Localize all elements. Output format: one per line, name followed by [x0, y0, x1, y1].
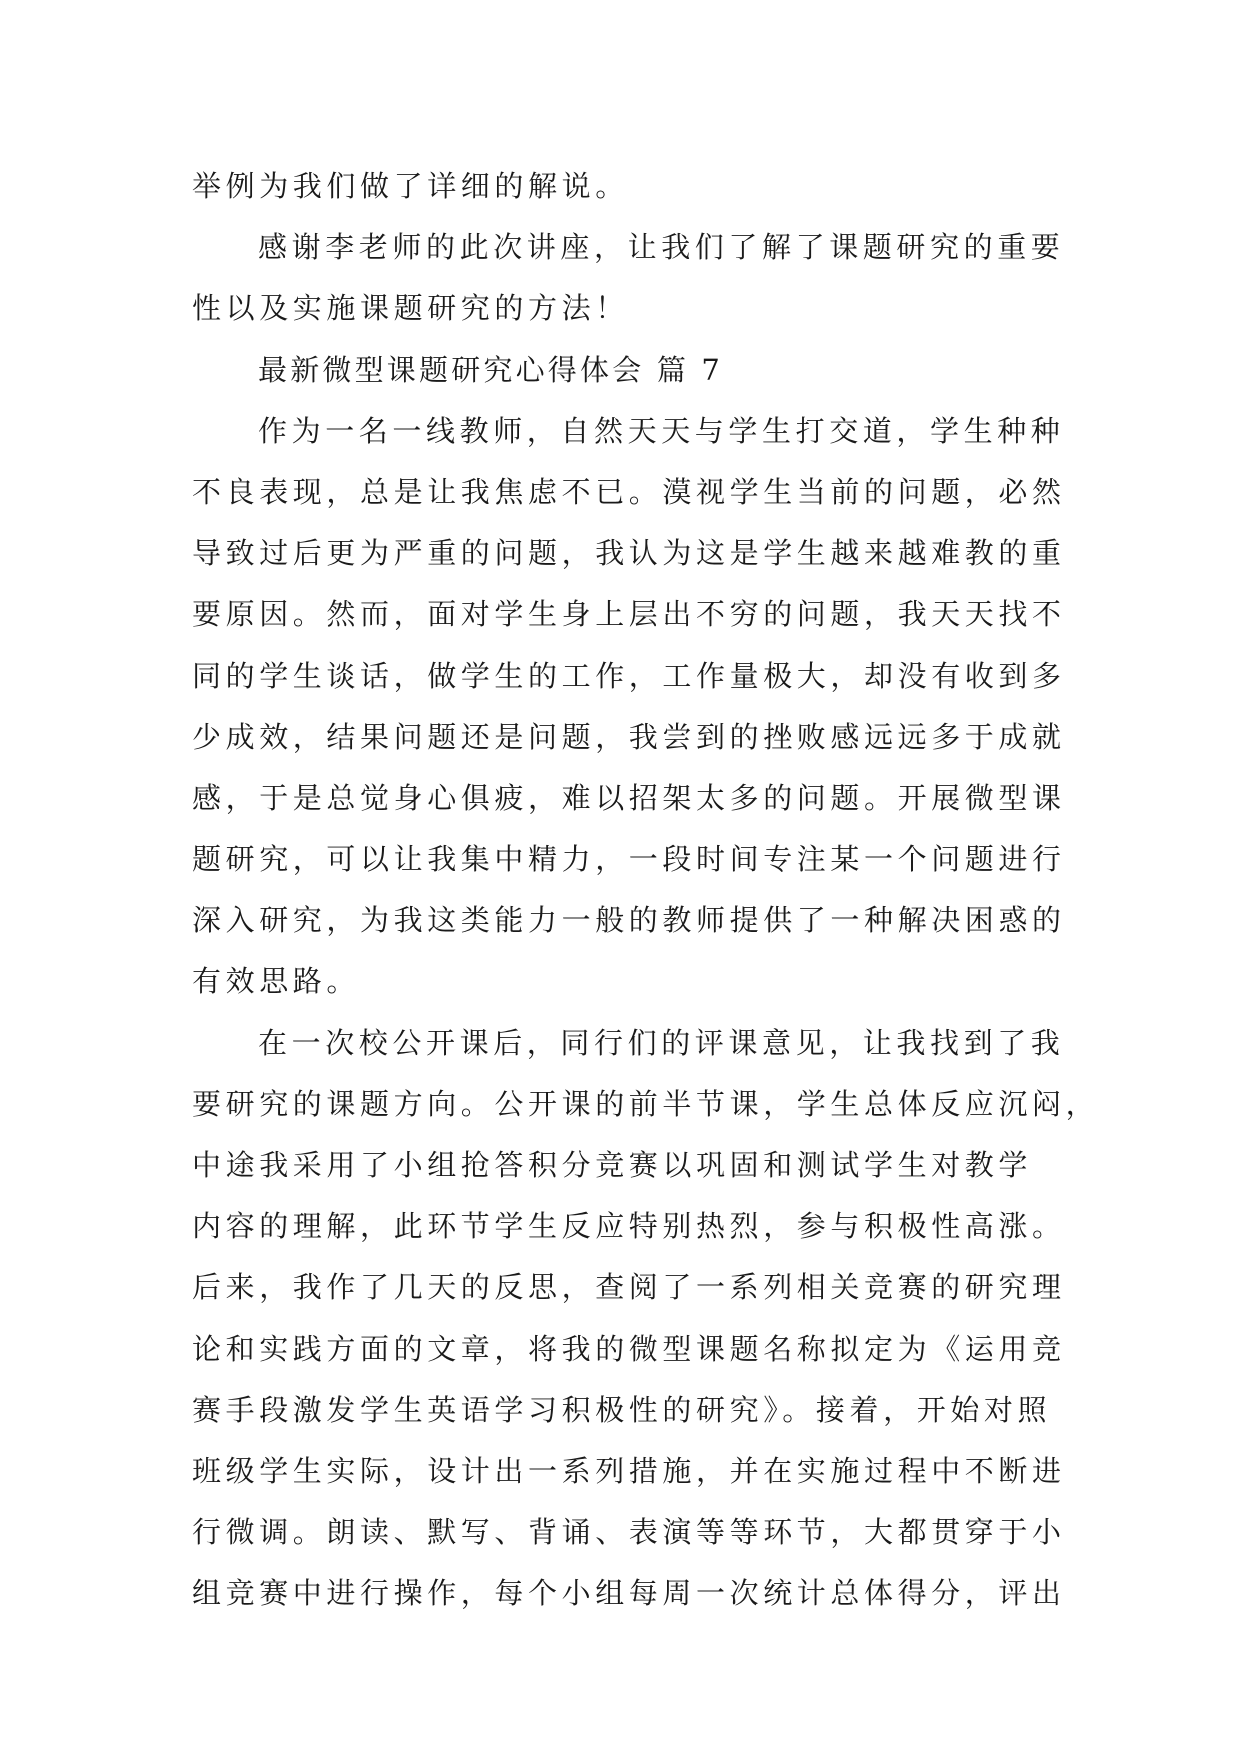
text-line: 要研究的课题方向。公开课的前半节课，学生总体反应沉闷，	[192, 1086, 1100, 1121]
text-line: 后来，我作了几天的反思，查阅了一系列相关竞赛的研究理	[192, 1270, 1066, 1305]
text-line: 组竞赛中进行操作，每个小组每周一次统计总体得分，评出	[192, 1576, 1066, 1611]
text-line: 要原因。然而，面对学生身上层出不穷的问题，我天天找不	[192, 597, 1066, 632]
text-line: 举例为我们做了详细的解说。	[192, 169, 629, 203]
text-line: 性以及实施课题研究的方法！	[192, 291, 629, 326]
text-line: 不良表现，总是让我焦虑不已。漠视学生当前的问题，必然	[192, 474, 1066, 509]
text-line: 内容的理解，此环节学生反应特别热烈，参与积极性高涨。	[192, 1209, 1066, 1244]
text-line: 中途我采用了小组抢答积分竞赛以巩固和测试学生对教学	[192, 1148, 1033, 1182]
text-line: 同的学生谈话，做学生的工作，工作量极大，却没有收到多	[192, 658, 1066, 693]
text-line: 题研究，可以让我集中精力，一段时间专注某一个问题进行	[192, 842, 1066, 877]
text-line: 深入研究，为我这类能力一般的教师提供了一种解决困惑的	[192, 903, 1066, 938]
text-line: 行微调。朗读、默写、背诵、表演等等环节，大都贯穿于小	[192, 1515, 1066, 1550]
section-heading: 最新微型课题研究心得体会 篇 7	[258, 352, 724, 387]
text-line: 导致过后更为严重的问题，我认为这是学生越来越难教的重	[192, 536, 1066, 571]
text-line: 班级学生实际，设计出一系列措施，并在实施过程中不断进	[192, 1453, 1066, 1488]
text-line: 有效思路。	[192, 964, 361, 999]
text-line: 少成效，结果问题还是问题，我尝到的挫败感远远多于成就	[192, 719, 1066, 754]
paragraph-first-line: 作为一名一线教师，自然天天与学生打交道，学生种种	[258, 413, 1065, 448]
paragraph-first-line: 在一次校公开课后，同行们的评课意见，让我找到了我	[258, 1025, 1065, 1060]
document-body	[192, 156, 1100, 1625]
paragraph-first-line: 感谢李老师的此次讲座，让我们了解了课题研究的重要	[258, 230, 1065, 265]
text-line: 论和实践方面的文章，将我的微型课题名称拟定为《运用竞	[192, 1331, 1066, 1366]
text-line: 感，于是总觉身心俱疲，难以招架太多的问题。开展微型课	[192, 780, 1066, 815]
text-line: 赛手段激发学生英语学习积极性的研究》。接着，开始对照	[192, 1392, 1052, 1427]
